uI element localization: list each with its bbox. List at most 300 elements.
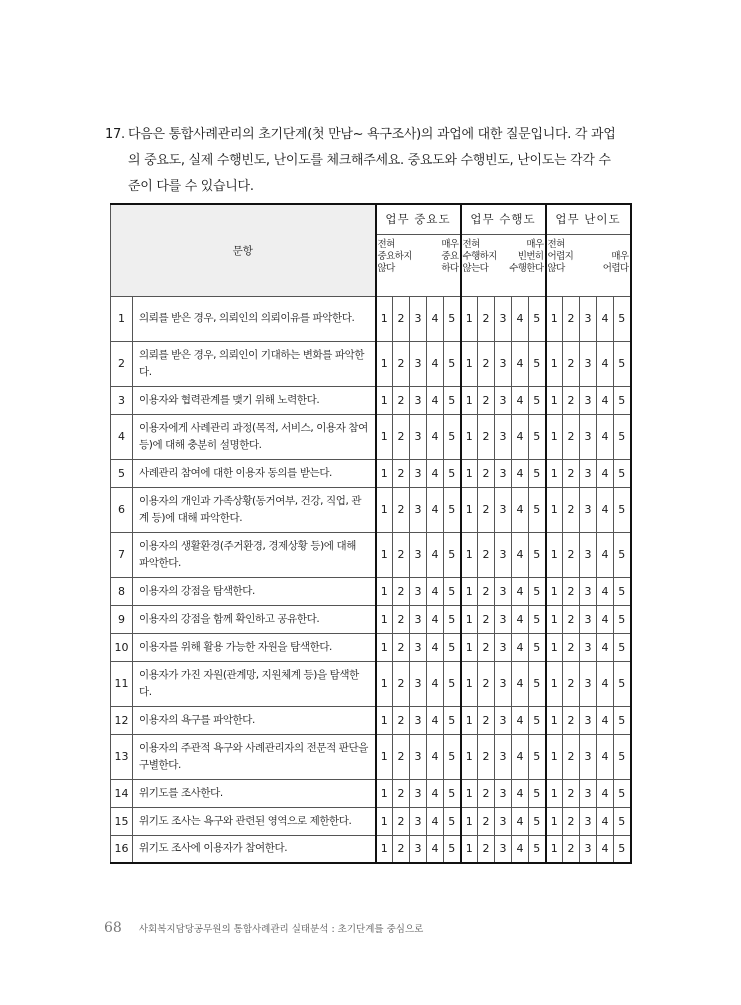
item-text: 의뢰를 받은 경우, 의뢰인이 기대하는 변화를 파악한다. — [133, 341, 376, 386]
rating-difficulty-option[interactable]: 2 — [563, 661, 580, 706]
rating-importance-option[interactable]: 2 — [393, 386, 410, 414]
rating-difficulty-option[interactable]: 2 — [563, 706, 580, 734]
rating-difficulty-option[interactable]: 1 — [546, 835, 563, 863]
rating-performance-option[interactable]: 2 — [478, 605, 495, 633]
rating-importance-option[interactable]: 1 — [376, 661, 393, 706]
rating-performance-option[interactable]: 3 — [495, 605, 512, 633]
rating-difficulty-option[interactable]: 3 — [580, 386, 597, 414]
rating-importance-option[interactable]: 1 — [376, 414, 393, 459]
rating-importance-option[interactable]: 5 — [444, 532, 461, 577]
item-text: 이용자를 위해 활용 가능한 자원을 탐색한다. — [133, 633, 376, 661]
rating-importance-option[interactable]: 3 — [410, 296, 427, 341]
rating-performance-option[interactable]: 3 — [495, 577, 512, 605]
item-number: 7 — [111, 532, 133, 577]
rating-performance-option[interactable]: 2 — [478, 779, 495, 807]
group-title-difficulty: 업무 난이도 — [546, 204, 631, 234]
rating-difficulty-option[interactable]: 5 — [614, 459, 631, 487]
rating-importance-option[interactable]: 2 — [393, 414, 410, 459]
rating-performance-option[interactable]: 3 — [495, 414, 512, 459]
rating-performance-option[interactable]: 4 — [512, 414, 529, 459]
rating-difficulty-option[interactable]: 4 — [597, 706, 614, 734]
item-number: 4 — [111, 414, 133, 459]
rating-importance-option[interactable]: 3 — [410, 414, 427, 459]
rating-difficulty-option[interactable]: 2 — [563, 734, 580, 779]
rating-performance-option[interactable]: 2 — [478, 341, 495, 386]
rating-performance-option[interactable]: 4 — [512, 341, 529, 386]
rating-performance-option[interactable]: 1 — [461, 532, 478, 577]
rating-performance-option[interactable]: 1 — [461, 835, 478, 863]
rating-performance-option[interactable]: 1 — [461, 341, 478, 386]
item-text: 이용자와 협력관계를 맺기 위해 노력한다. — [133, 386, 376, 414]
rating-difficulty-option[interactable]: 2 — [563, 414, 580, 459]
table-row — [111, 386, 631, 414]
rating-difficulty-option[interactable]: 4 — [597, 577, 614, 605]
item-number: 3 — [111, 386, 133, 414]
rating-difficulty-option[interactable]: 3 — [580, 779, 597, 807]
rating-importance-option[interactable]: 3 — [410, 734, 427, 779]
question-number: 17. — [105, 127, 125, 142]
rating-performance-option[interactable]: 3 — [495, 459, 512, 487]
rating-importance-option[interactable]: 4 — [427, 835, 444, 863]
rating-importance-option[interactable]: 1 — [376, 386, 393, 414]
rating-performance-option[interactable]: 3 — [495, 779, 512, 807]
group-title-importance: 업무 중요도 — [376, 204, 461, 234]
rating-importance-option[interactable]: 3 — [410, 386, 427, 414]
anchor-line: 빈번히 — [517, 250, 544, 262]
rating-difficulty-option[interactable]: 1 — [546, 706, 563, 734]
rating-importance-option[interactable]: 5 — [444, 487, 461, 532]
rating-importance-option[interactable]: 1 — [376, 706, 393, 734]
rating-performance-option[interactable]: 1 — [461, 459, 478, 487]
rating-importance-option[interactable]: 1 — [376, 633, 393, 661]
rating-performance-option[interactable]: 5 — [529, 414, 546, 459]
rating-performance-option[interactable]: 5 — [529, 386, 546, 414]
rating-performance-option[interactable]: 1 — [461, 577, 478, 605]
rating-difficulty-option[interactable]: 1 — [546, 487, 563, 532]
rating-difficulty-option[interactable]: 4 — [597, 341, 614, 386]
rating-importance-option[interactable]: 5 — [444, 734, 461, 779]
rating-importance-option[interactable]: 4 — [427, 459, 444, 487]
rating-performance-option[interactable]: 1 — [461, 414, 478, 459]
rating-difficulty-option[interactable]: 5 — [614, 532, 631, 577]
rating-performance-option[interactable]: 5 — [529, 341, 546, 386]
rating-performance-option[interactable]: 1 — [461, 386, 478, 414]
rating-difficulty-option[interactable]: 2 — [563, 386, 580, 414]
rating-importance-option[interactable]: 4 — [427, 605, 444, 633]
rating-performance-option[interactable]: 5 — [529, 807, 546, 835]
rating-difficulty-option[interactable]: 4 — [597, 487, 614, 532]
anchor-line: 중요 — [441, 250, 459, 262]
rating-performance-option[interactable]: 2 — [478, 487, 495, 532]
rating-importance-option[interactable]: 5 — [444, 807, 461, 835]
rating-importance-option[interactable]: 3 — [410, 633, 427, 661]
rating-difficulty-option[interactable]: 2 — [563, 605, 580, 633]
rating-difficulty-option[interactable]: 2 — [563, 577, 580, 605]
rating-performance-option[interactable]: 4 — [512, 734, 529, 779]
rating-importance-option[interactable]: 2 — [393, 532, 410, 577]
rating-importance-option[interactable]: 1 — [376, 296, 393, 341]
rating-difficulty-option[interactable]: 5 — [614, 577, 631, 605]
rating-difficulty-option[interactable]: 4 — [597, 414, 614, 459]
rating-importance-option[interactable]: 3 — [410, 779, 427, 807]
rating-performance-option[interactable]: 2 — [478, 661, 495, 706]
rating-performance-option[interactable]: 3 — [495, 835, 512, 863]
rating-difficulty-option[interactable]: 5 — [614, 487, 631, 532]
table-row — [111, 341, 631, 386]
rating-importance-option[interactable]: 4 — [427, 532, 444, 577]
rating-performance-option[interactable]: 1 — [461, 633, 478, 661]
rating-difficulty-option[interactable]: 2 — [563, 807, 580, 835]
anchor-cell-difficulty — [546, 234, 631, 296]
rating-difficulty-option[interactable]: 1 — [546, 807, 563, 835]
rating-difficulty-option[interactable]: 4 — [597, 633, 614, 661]
rating-performance-option[interactable]: 5 — [529, 605, 546, 633]
item-number: 15 — [111, 807, 133, 835]
rating-importance-option[interactable]: 2 — [393, 341, 410, 386]
rating-performance-option[interactable]: 5 — [529, 577, 546, 605]
table-row — [111, 487, 631, 532]
rating-importance-option[interactable]: 4 — [427, 386, 444, 414]
question-line: 준이 다를 수 있습니다. — [128, 179, 254, 194]
rating-importance-option[interactable]: 1 — [376, 807, 393, 835]
item-number: 14 — [111, 779, 133, 807]
item-text: 위기도 조사는 욕구와 관련된 영역으로 제한한다. — [133, 807, 376, 835]
rating-importance-option[interactable]: 3 — [410, 577, 427, 605]
rating-difficulty-option[interactable]: 3 — [580, 296, 597, 341]
survey-table — [110, 203, 632, 864]
rating-difficulty-option[interactable]: 1 — [546, 341, 563, 386]
rating-performance-option[interactable]: 1 — [461, 296, 478, 341]
item-text: 이용자의 강점을 함께 확인하고 공유한다. — [133, 605, 376, 633]
rating-importance-option[interactable]: 3 — [410, 835, 427, 863]
rating-difficulty-option[interactable]: 4 — [597, 779, 614, 807]
table-row — [111, 605, 631, 633]
rating-difficulty-option[interactable]: 1 — [546, 532, 563, 577]
table-row — [111, 835, 631, 863]
rating-importance-option[interactable]: 5 — [444, 577, 461, 605]
rating-importance-option[interactable]: 1 — [376, 779, 393, 807]
rating-performance-option[interactable]: 3 — [495, 341, 512, 386]
rating-difficulty-option[interactable]: 1 — [546, 734, 563, 779]
rating-importance-option[interactable]: 1 — [376, 487, 393, 532]
rating-importance-option[interactable]: 5 — [444, 706, 461, 734]
rating-performance-option[interactable]: 2 — [478, 734, 495, 779]
rating-performance-option[interactable]: 2 — [478, 386, 495, 414]
rating-performance-option[interactable]: 4 — [512, 706, 529, 734]
table-row — [111, 633, 631, 661]
rating-performance-option[interactable]: 2 — [478, 633, 495, 661]
table-row — [111, 807, 631, 835]
rating-difficulty-option[interactable]: 2 — [563, 296, 580, 341]
group-title-performance: 업무 수행도 — [461, 204, 546, 234]
item-header: 문항 — [111, 204, 376, 296]
rating-difficulty-option[interactable]: 4 — [597, 807, 614, 835]
rating-difficulty-option[interactable]: 3 — [580, 487, 597, 532]
question-line: 다음은 통합사례관리의 초기단계(첫 만남~ 욕구조사)의 과업에 대한 질문입니다. 각 과업 — [128, 127, 616, 142]
rating-performance-option[interactable]: 5 — [529, 459, 546, 487]
rating-importance-option[interactable]: 2 — [393, 779, 410, 807]
rating-difficulty-option[interactable]: 5 — [614, 605, 631, 633]
rating-performance-option[interactable]: 4 — [512, 459, 529, 487]
rating-importance-option[interactable]: 2 — [393, 605, 410, 633]
rating-importance-option[interactable]: 5 — [444, 341, 461, 386]
rating-importance-option[interactable]: 2 — [393, 296, 410, 341]
anchor-line: 중요하지 — [377, 250, 412, 262]
table-row — [111, 296, 631, 341]
rating-difficulty-option[interactable]: 5 — [614, 296, 631, 341]
rating-performance-option[interactable]: 2 — [478, 296, 495, 341]
rating-difficulty-option[interactable]: 5 — [614, 779, 631, 807]
rating-performance-option[interactable]: 4 — [512, 605, 529, 633]
rating-importance-option[interactable]: 3 — [410, 532, 427, 577]
rating-importance-option[interactable]: 4 — [427, 577, 444, 605]
rating-performance-option[interactable]: 4 — [512, 296, 529, 341]
rating-difficulty-option[interactable]: 3 — [580, 414, 597, 459]
rating-performance-option[interactable]: 3 — [495, 661, 512, 706]
rating-difficulty-option[interactable]: 5 — [614, 341, 631, 386]
item-number: 11 — [111, 661, 133, 706]
rating-importance-option[interactable]: 5 — [444, 835, 461, 863]
rating-difficulty-option[interactable]: 1 — [546, 779, 563, 807]
rating-difficulty-option[interactable]: 3 — [580, 661, 597, 706]
anchor-cell-importance — [376, 234, 461, 296]
rating-difficulty-option[interactable]: 4 — [597, 296, 614, 341]
rating-importance-option[interactable]: 4 — [427, 414, 444, 459]
rating-importance-option[interactable]: 5 — [444, 459, 461, 487]
rating-performance-option[interactable]: 3 — [495, 296, 512, 341]
table-row — [111, 414, 631, 459]
item-number: 8 — [111, 577, 133, 605]
anchor-line: 않는다 — [462, 262, 489, 274]
rating-importance-option[interactable]: 4 — [427, 296, 444, 341]
rating-difficulty-option[interactable]: 5 — [614, 835, 631, 863]
rating-importance-option[interactable]: 4 — [427, 633, 444, 661]
table-row — [111, 661, 631, 706]
page-number: 68 — [104, 920, 122, 936]
rating-performance-option[interactable]: 3 — [495, 532, 512, 577]
rating-importance-option[interactable]: 1 — [376, 459, 393, 487]
anchor-line: 않다 — [547, 262, 565, 274]
rating-difficulty-option[interactable]: 1 — [546, 386, 563, 414]
rating-performance-option[interactable]: 5 — [529, 706, 546, 734]
rating-importance-option[interactable]: 5 — [444, 661, 461, 706]
rating-performance-option[interactable]: 5 — [529, 532, 546, 577]
rating-difficulty-option[interactable]: 4 — [597, 532, 614, 577]
rating-difficulty-option[interactable]: 4 — [597, 661, 614, 706]
rating-difficulty-option[interactable]: 3 — [580, 807, 597, 835]
rating-performance-option[interactable]: 1 — [461, 487, 478, 532]
rating-difficulty-option[interactable]: 3 — [580, 706, 597, 734]
rating-difficulty-option[interactable]: 1 — [546, 633, 563, 661]
rating-difficulty-option[interactable]: 3 — [580, 734, 597, 779]
rating-importance-option[interactable]: 1 — [376, 577, 393, 605]
rating-difficulty-option[interactable]: 3 — [580, 532, 597, 577]
rating-performance-option[interactable]: 5 — [529, 734, 546, 779]
rating-importance-option[interactable]: 5 — [444, 296, 461, 341]
rating-importance-option[interactable]: 2 — [393, 633, 410, 661]
rating-importance-option[interactable]: 3 — [410, 487, 427, 532]
rating-importance-option[interactable]: 3 — [410, 706, 427, 734]
rating-performance-option[interactable]: 1 — [461, 605, 478, 633]
rating-importance-option[interactable]: 1 — [376, 532, 393, 577]
rating-difficulty-option[interactable]: 3 — [580, 633, 597, 661]
rating-importance-option[interactable]: 5 — [444, 779, 461, 807]
rating-difficulty-option[interactable]: 2 — [563, 835, 580, 863]
anchor-line: 전혀 — [462, 238, 480, 250]
rating-importance-option[interactable]: 5 — [444, 633, 461, 661]
rating-performance-option[interactable]: 3 — [495, 706, 512, 734]
anchor-line: 수행한다 — [509, 262, 544, 274]
rating-difficulty-option[interactable]: 5 — [614, 633, 631, 661]
rating-difficulty-option[interactable]: 2 — [563, 487, 580, 532]
anchor-line: 전혀 — [547, 238, 565, 250]
high-anchor-label — [441, 239, 458, 275]
rating-performance-option[interactable]: 1 — [461, 706, 478, 734]
rating-difficulty-option[interactable]: 5 — [614, 414, 631, 459]
rating-performance-option[interactable]: 1 — [461, 807, 478, 835]
running-title: 사회복지담당공무원의 통합사례관리 실태분석 : 초기단계를 중심으로 — [138, 924, 424, 935]
rating-performance-option[interactable]: 4 — [512, 807, 529, 835]
rating-importance-option[interactable]: 5 — [444, 605, 461, 633]
anchor-line: 매우 — [441, 238, 459, 250]
rating-performance-option[interactable]: 4 — [512, 532, 529, 577]
rating-difficulty-option[interactable]: 3 — [580, 341, 597, 386]
rating-difficulty-option[interactable]: 1 — [546, 296, 563, 341]
rating-difficulty-option[interactable]: 2 — [563, 459, 580, 487]
anchor-line: 하다 — [441, 262, 459, 274]
rating-importance-option[interactable]: 1 — [376, 734, 393, 779]
rating-performance-option[interactable]: 3 — [495, 487, 512, 532]
rating-importance-option[interactable]: 5 — [444, 386, 461, 414]
rating-performance-option[interactable]: 4 — [512, 577, 529, 605]
item-number: 12 — [111, 706, 133, 734]
rating-difficulty-option[interactable]: 5 — [614, 661, 631, 706]
rating-difficulty-option[interactable]: 2 — [563, 633, 580, 661]
rating-performance-option[interactable]: 1 — [461, 779, 478, 807]
rating-importance-option[interactable]: 2 — [393, 661, 410, 706]
rating-performance-option[interactable]: 4 — [512, 633, 529, 661]
rating-difficulty-option[interactable]: 1 — [546, 605, 563, 633]
rating-importance-option[interactable]: 4 — [427, 807, 444, 835]
rating-difficulty-option[interactable]: 4 — [597, 605, 614, 633]
rating-importance-option[interactable]: 3 — [410, 605, 427, 633]
item-text: 의뢰를 받은 경우, 의뢰인의 의뢰이유를 파악한다. — [133, 296, 376, 341]
rating-performance-option[interactable]: 5 — [529, 487, 546, 532]
rating-importance-option[interactable]: 1 — [376, 605, 393, 633]
rating-difficulty-option[interactable]: 4 — [597, 734, 614, 779]
rating-performance-option[interactable]: 4 — [512, 779, 529, 807]
rating-difficulty-option[interactable]: 4 — [597, 386, 614, 414]
rating-difficulty-option[interactable]: 1 — [546, 661, 563, 706]
rating-importance-option[interactable]: 2 — [393, 577, 410, 605]
rating-difficulty-option[interactable]: 4 — [597, 459, 614, 487]
rating-importance-option[interactable]: 2 — [393, 459, 410, 487]
anchor-line: 매우 — [611, 250, 629, 262]
page-footer — [104, 920, 423, 936]
item-number: 16 — [111, 835, 133, 863]
rating-difficulty-option[interactable]: 4 — [597, 835, 614, 863]
rating-difficulty-option[interactable]: 2 — [563, 341, 580, 386]
anchor-line: 전혀 — [377, 238, 395, 250]
rating-importance-option[interactable]: 4 — [427, 779, 444, 807]
question-line: 의 중요도, 실제 수행빈도, 난이도를 체크해주세요. 중요도와 수행빈도, 난이도는 각각 수 — [128, 153, 611, 168]
item-text: 이용자의 욕구를 파악한다. — [133, 706, 376, 734]
rating-performance-option[interactable]: 2 — [478, 459, 495, 487]
high-anchor-label — [509, 239, 543, 275]
rating-performance-option[interactable]: 2 — [478, 807, 495, 835]
rating-importance-option[interactable]: 2 — [393, 734, 410, 779]
rating-difficulty-option[interactable]: 2 — [563, 532, 580, 577]
rating-importance-option[interactable]: 2 — [393, 835, 410, 863]
rating-difficulty-option[interactable]: 5 — [614, 706, 631, 734]
rating-performance-option[interactable]: 4 — [512, 386, 529, 414]
rating-performance-option[interactable]: 2 — [478, 835, 495, 863]
rating-importance-option[interactable]: 3 — [410, 459, 427, 487]
rating-difficulty-option[interactable]: 1 — [546, 577, 563, 605]
rating-difficulty-option[interactable]: 3 — [580, 835, 597, 863]
rating-performance-option[interactable]: 5 — [529, 633, 546, 661]
rating-performance-option[interactable]: 2 — [478, 577, 495, 605]
rating-performance-option[interactable]: 5 — [529, 296, 546, 341]
rating-difficulty-option[interactable]: 5 — [614, 386, 631, 414]
rating-difficulty-option[interactable]: 2 — [563, 779, 580, 807]
item-text: 이용자의 개인과 가족상황(동거여부, 건강, 직업, 관계 등)에 대해 파악한다. — [133, 487, 376, 532]
rating-performance-option[interactable]: 3 — [495, 633, 512, 661]
rating-difficulty-option[interactable]: 5 — [614, 807, 631, 835]
rating-performance-option[interactable]: 1 — [461, 734, 478, 779]
rating-performance-option[interactable]: 4 — [512, 835, 529, 863]
rating-importance-option[interactable]: 3 — [410, 661, 427, 706]
rating-difficulty-option[interactable]: 1 — [546, 459, 563, 487]
rating-importance-option[interactable]: 3 — [410, 807, 427, 835]
table-row — [111, 734, 631, 779]
rating-importance-option[interactable]: 3 — [410, 341, 427, 386]
rating-performance-option[interactable]: 3 — [495, 734, 512, 779]
anchor-cell-performance — [461, 234, 546, 296]
rating-difficulty-option[interactable]: 3 — [580, 577, 597, 605]
rating-difficulty-option[interactable]: 5 — [614, 734, 631, 779]
rating-importance-option[interactable]: 1 — [376, 341, 393, 386]
rating-performance-option[interactable]: 3 — [495, 386, 512, 414]
rating-importance-option[interactable]: 2 — [393, 706, 410, 734]
rating-importance-option[interactable]: 4 — [427, 341, 444, 386]
rating-performance-option[interactable]: 4 — [512, 661, 529, 706]
item-text: 위기도 조사에 이용자가 참여한다. — [133, 835, 376, 863]
rating-performance-option[interactable]: 3 — [495, 807, 512, 835]
rating-importance-option[interactable]: 1 — [376, 835, 393, 863]
rating-performance-option[interactable]: 5 — [529, 835, 546, 863]
rating-performance-option[interactable]: 2 — [478, 414, 495, 459]
rating-importance-option[interactable]: 4 — [427, 734, 444, 779]
rating-performance-option[interactable]: 2 — [478, 706, 495, 734]
rating-importance-option[interactable]: 4 — [427, 706, 444, 734]
rating-performance-option[interactable]: 5 — [529, 661, 546, 706]
rating-performance-option[interactable]: 2 — [478, 532, 495, 577]
rating-importance-option[interactable]: 5 — [444, 414, 461, 459]
rating-importance-option[interactable]: 4 — [427, 487, 444, 532]
rating-performance-option[interactable]: 5 — [529, 779, 546, 807]
rating-importance-option[interactable]: 2 — [393, 487, 410, 532]
rating-difficulty-option[interactable]: 3 — [580, 605, 597, 633]
rating-importance-option[interactable]: 4 — [427, 661, 444, 706]
rating-difficulty-option[interactable]: 3 — [580, 459, 597, 487]
item-number: 6 — [111, 487, 133, 532]
rating-importance-option[interactable]: 2 — [393, 807, 410, 835]
rating-performance-option[interactable]: 4 — [512, 487, 529, 532]
rating-performance-option[interactable]: 1 — [461, 661, 478, 706]
item-text: 이용자의 생활환경(주거환경, 경제상황 등)에 대해 파악한다. — [133, 532, 376, 577]
rating-difficulty-option[interactable]: 1 — [546, 414, 563, 459]
